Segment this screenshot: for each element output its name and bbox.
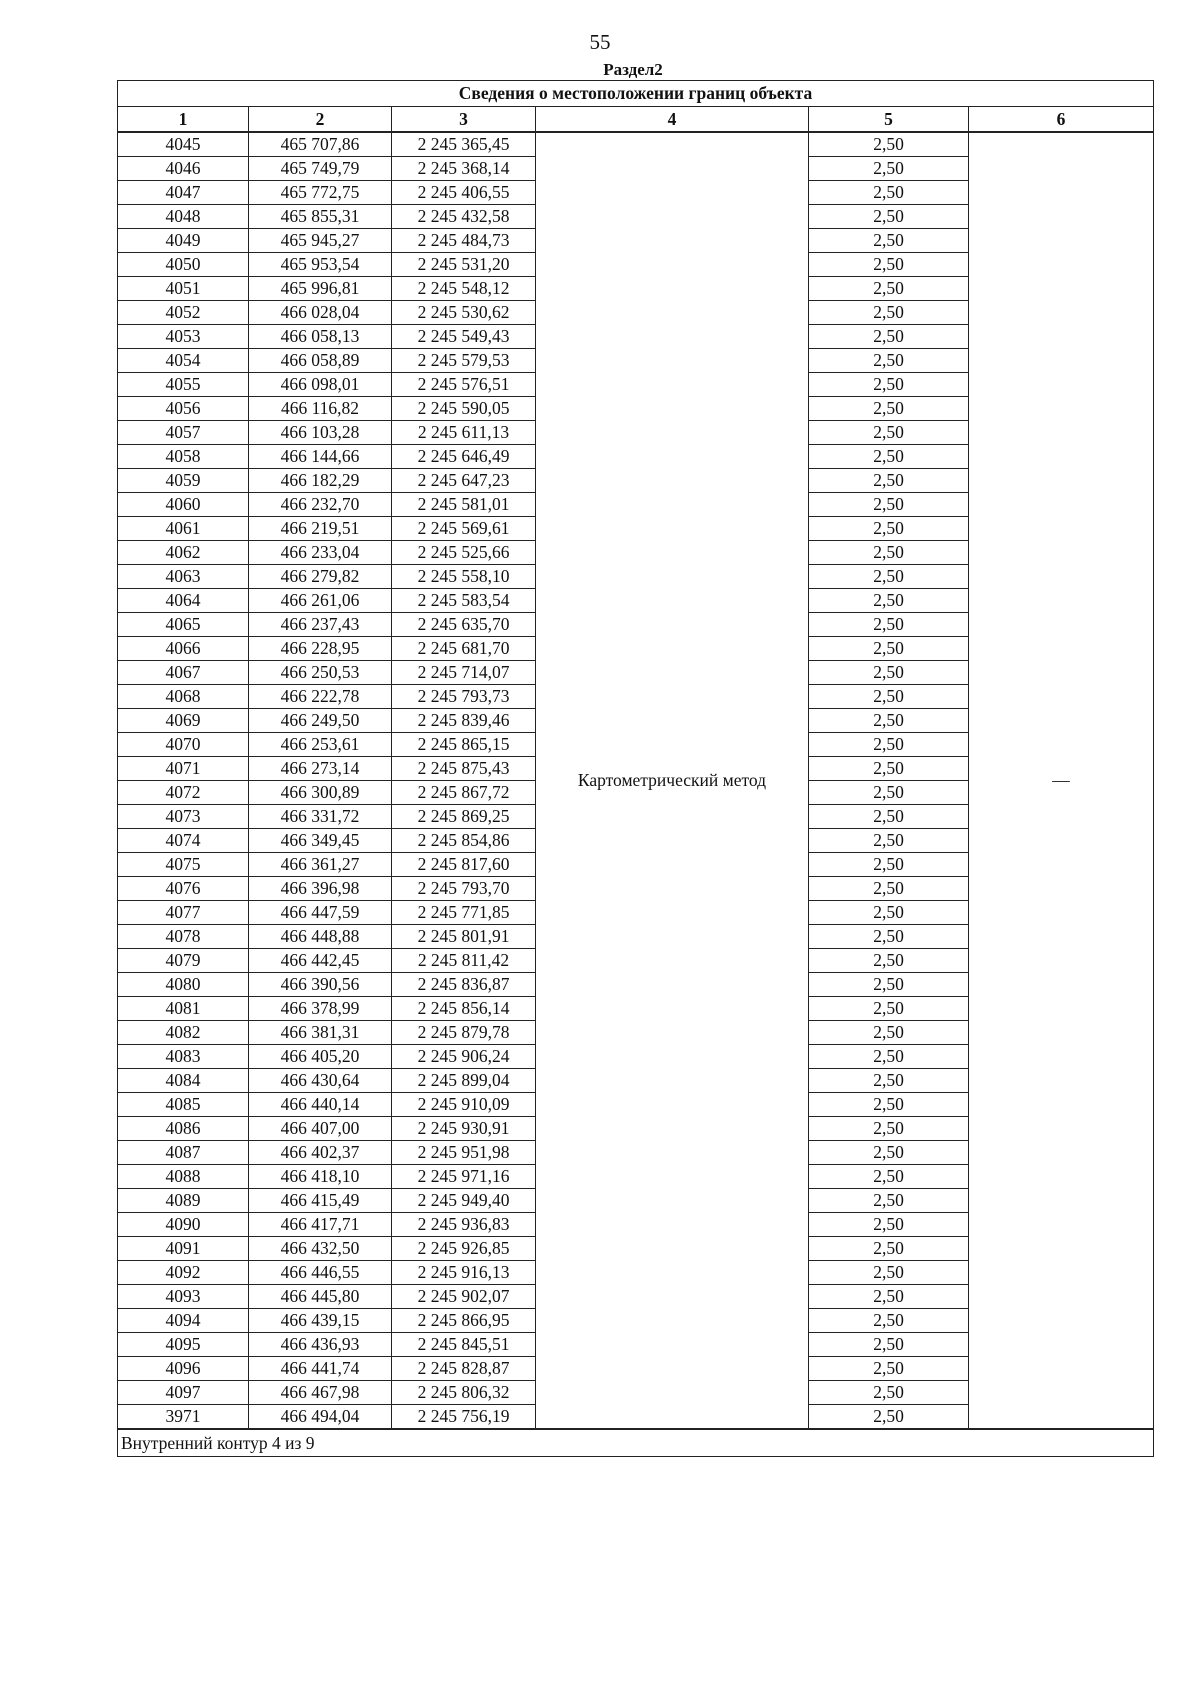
point-number-cell: 4070 [118,733,249,757]
accuracy-cell: 2,50 [809,901,969,925]
coordinate-y-cell: 2 245 793,73 [392,685,536,709]
coordinate-y-cell: 2 245 879,78 [392,1021,536,1045]
accuracy-cell: 2,50 [809,1117,969,1141]
point-number-cell: 4058 [118,445,249,469]
coordinate-y-cell: 2 245 817,60 [392,853,536,877]
accuracy-cell: 2,50 [809,1333,969,1357]
method-cell: Картометрический метод [536,132,809,1429]
point-number-cell: 4082 [118,1021,249,1045]
column-number: 5 [809,107,969,133]
accuracy-cell: 2,50 [809,685,969,709]
coordinate-x-cell: 466 273,14 [249,757,392,781]
accuracy-cell: 2,50 [809,733,969,757]
coordinate-y-cell: 2 245 484,73 [392,229,536,253]
point-number-cell: 4075 [118,853,249,877]
coordinate-x-cell: 466 331,72 [249,805,392,829]
point-number-cell: 4085 [118,1093,249,1117]
coordinate-y-cell: 2 245 916,13 [392,1261,536,1285]
coordinate-x-cell: 466 407,00 [249,1117,392,1141]
point-number-cell: 4064 [118,589,249,613]
coordinate-x-cell: 466 058,89 [249,349,392,373]
coordinate-y-cell: 2 245 951,98 [392,1141,536,1165]
coordinate-y-cell: 2 245 558,10 [392,565,536,589]
point-number-cell: 4057 [118,421,249,445]
point-number-cell: 4066 [118,637,249,661]
point-number-cell: 4063 [118,565,249,589]
accuracy-cell: 2,50 [809,205,969,229]
point-number-cell: 4073 [118,805,249,829]
accuracy-cell: 2,50 [809,493,969,517]
coordinate-y-cell: 2 245 581,01 [392,493,536,517]
coordinate-x-cell: 465 996,81 [249,277,392,301]
point-number-cell: 3971 [118,1405,249,1430]
coordinate-y-cell: 2 245 576,51 [392,373,536,397]
column-number: 4 [536,107,809,133]
coordinate-y-cell: 2 245 549,43 [392,325,536,349]
coordinate-y-cell: 2 245 869,25 [392,805,536,829]
point-number-cell: 4065 [118,613,249,637]
point-number-cell: 4051 [118,277,249,301]
accuracy-cell: 2,50 [809,565,969,589]
coordinate-x-cell: 466 232,70 [249,493,392,517]
accuracy-cell: 2,50 [809,181,969,205]
accuracy-cell: 2,50 [809,1309,969,1333]
table-footer-row [118,1429,1154,1457]
point-number-cell: 4059 [118,469,249,493]
coordinate-x-cell: 466 436,93 [249,1333,392,1357]
point-number-cell: 4080 [118,973,249,997]
point-number-cell: 4078 [118,925,249,949]
table-caption-row [118,81,1154,107]
point-number-cell: 4067 [118,661,249,685]
coordinate-x-cell: 466 249,50 [249,709,392,733]
coordinate-y-cell: 2 245 569,61 [392,517,536,541]
point-number-cell: 4088 [118,1165,249,1189]
coordinate-x-cell: 466 440,14 [249,1093,392,1117]
accuracy-cell: 2,50 [809,325,969,349]
accuracy-cell: 2,50 [809,757,969,781]
coordinate-x-cell: 466 300,89 [249,781,392,805]
coordinate-x-cell: 466 058,13 [249,325,392,349]
coordinate-x-cell: 466 378,99 [249,997,392,1021]
point-number-cell: 4076 [118,877,249,901]
coordinate-x-cell: 466 467,98 [249,1381,392,1405]
coordinate-y-cell: 2 245 836,87 [392,973,536,997]
coordinate-y-cell: 2 245 902,07 [392,1285,536,1309]
coordinate-x-cell: 466 349,45 [249,829,392,853]
coordinate-x-cell: 466 396,98 [249,877,392,901]
coordinate-y-cell: 2 245 867,72 [392,781,536,805]
coordinate-x-cell: 465 855,31 [249,205,392,229]
coordinate-y-cell: 2 245 828,87 [392,1357,536,1381]
accuracy-cell: 2,50 [809,829,969,853]
point-number-cell: 4087 [118,1141,249,1165]
coordinate-x-cell: 466 237,43 [249,613,392,637]
accuracy-cell: 2,50 [809,1213,969,1237]
accuracy-cell: 2,50 [809,517,969,541]
point-number-cell: 4089 [118,1189,249,1213]
coordinate-y-cell: 2 245 856,14 [392,997,536,1021]
accuracy-cell: 2,50 [809,877,969,901]
coordinate-x-cell: 466 182,29 [249,469,392,493]
accuracy-cell: 2,50 [809,229,969,253]
accuracy-cell: 2,50 [809,157,969,181]
coordinate-y-cell: 2 245 910,09 [392,1093,536,1117]
point-number-cell: 4077 [118,901,249,925]
accuracy-cell: 2,50 [809,589,969,613]
coordinate-y-cell: 2 245 611,13 [392,421,536,445]
accuracy-cell: 2,50 [809,1237,969,1261]
point-number-cell: 4052 [118,301,249,325]
point-number-cell: 4047 [118,181,249,205]
accuracy-cell: 2,50 [809,1285,969,1309]
accuracy-cell: 2,50 [809,1189,969,1213]
accuracy-cell: 2,50 [809,1069,969,1093]
coordinate-y-cell: 2 245 949,40 [392,1189,536,1213]
point-number-cell: 4097 [118,1381,249,1405]
coordinate-y-cell: 2 245 531,20 [392,253,536,277]
column6-cell: — [969,132,1154,1429]
coordinate-y-cell: 2 245 971,16 [392,1165,536,1189]
coordinate-x-cell: 466 494,04 [249,1405,392,1430]
coordinate-y-cell: 2 245 936,83 [392,1213,536,1237]
column-number: 2 [249,107,392,133]
column-number: 6 [969,107,1154,133]
accuracy-cell: 2,50 [809,709,969,733]
point-number-cell: 4096 [118,1357,249,1381]
coordinate-x-cell: 466 228,95 [249,637,392,661]
coordinate-y-cell: 2 245 590,05 [392,397,536,421]
point-number-cell: 4072 [118,781,249,805]
point-number-cell: 4079 [118,949,249,973]
point-number-cell: 4049 [118,229,249,253]
coordinate-y-cell: 2 245 801,91 [392,925,536,949]
accuracy-cell: 2,50 [809,925,969,949]
point-number-cell: 4069 [118,709,249,733]
coordinate-y-cell: 2 245 548,12 [392,277,536,301]
coordinate-x-cell: 466 144,66 [249,445,392,469]
point-number-cell: 4091 [118,1237,249,1261]
point-number-cell: 4055 [118,373,249,397]
point-number-cell: 4086 [118,1117,249,1141]
accuracy-cell: 2,50 [809,1357,969,1381]
accuracy-cell: 2,50 [809,661,969,685]
accuracy-cell: 2,50 [809,277,969,301]
accuracy-cell: 2,50 [809,973,969,997]
coordinate-y-cell: 2 245 681,70 [392,637,536,661]
coordinate-y-cell: 2 245 926,85 [392,1237,536,1261]
coordinate-y-cell: 2 245 771,85 [392,901,536,925]
coordinate-x-cell: 466 219,51 [249,517,392,541]
coordinate-y-cell: 2 245 647,23 [392,469,536,493]
coordinate-x-cell: 465 707,86 [249,132,392,157]
table-caption: Сведения о местоположении границ объекта [118,81,1154,107]
coordinate-x-cell: 466 441,74 [249,1357,392,1381]
coordinate-y-cell: 2 245 854,86 [392,829,536,853]
coordinate-x-cell: 465 772,75 [249,181,392,205]
accuracy-cell: 2,50 [809,1141,969,1165]
point-number-cell: 4093 [118,1285,249,1309]
accuracy-cell: 2,50 [809,805,969,829]
accuracy-cell: 2,50 [809,445,969,469]
coordinate-x-cell: 466 442,45 [249,949,392,973]
accuracy-cell: 2,50 [809,637,969,661]
point-number-cell: 4081 [118,997,249,1021]
accuracy-cell: 2,50 [809,421,969,445]
point-number-cell: 4046 [118,157,249,181]
coordinate-x-cell: 466 446,55 [249,1261,392,1285]
coordinate-y-cell: 2 245 866,95 [392,1309,536,1333]
accuracy-cell: 2,50 [809,132,969,157]
coordinate-y-cell: 2 245 811,42 [392,949,536,973]
coordinate-y-cell: 2 245 906,24 [392,1045,536,1069]
coordinate-x-cell: 466 432,50 [249,1237,392,1261]
point-number-cell: 4068 [118,685,249,709]
coordinate-y-cell: 2 245 525,66 [392,541,536,565]
coordinate-x-cell: 466 116,82 [249,397,392,421]
coordinate-x-cell: 466 448,88 [249,925,392,949]
section-title: Раздел2 [603,60,663,79]
contour-note: Внутренний контур 4 из 9 [118,1429,1154,1457]
point-number-cell: 4062 [118,541,249,565]
coordinate-y-cell: 2 245 806,32 [392,1381,536,1405]
point-number-cell: 4056 [118,397,249,421]
coordinate-y-cell: 2 245 839,46 [392,709,536,733]
coordinate-y-cell: 2 245 579,53 [392,349,536,373]
accuracy-cell: 2,50 [809,373,969,397]
coordinate-y-cell: 2 245 875,43 [392,757,536,781]
point-number-cell: 4071 [118,757,249,781]
point-number-cell: 4053 [118,325,249,349]
coordinate-x-cell: 466 381,31 [249,1021,392,1045]
table-row [118,132,1154,157]
column-number: 1 [118,107,249,133]
page-number: 55 [589,30,611,54]
point-number-cell: 4084 [118,1069,249,1093]
coordinate-y-cell: 2 245 899,04 [392,1069,536,1093]
coordinate-y-cell: 2 245 646,49 [392,445,536,469]
point-number-cell: 4045 [118,132,249,157]
coordinate-y-cell: 2 245 368,14 [392,157,536,181]
accuracy-cell: 2,50 [809,349,969,373]
point-number-cell: 4074 [118,829,249,853]
coordinate-y-cell: 2 245 406,55 [392,181,536,205]
coordinate-x-cell: 466 415,49 [249,1189,392,1213]
point-number-cell: 4050 [118,253,249,277]
coordinate-x-cell: 465 953,54 [249,253,392,277]
coordinate-y-cell: 2 245 930,91 [392,1117,536,1141]
coordinate-x-cell: 466 439,15 [249,1309,392,1333]
boundary-table [117,80,1154,1457]
accuracy-cell: 2,50 [809,1261,969,1285]
coordinate-y-cell: 2 245 865,15 [392,733,536,757]
coordinate-x-cell: 466 417,71 [249,1213,392,1237]
coordinate-x-cell: 466 103,28 [249,421,392,445]
point-number-cell: 4092 [118,1261,249,1285]
accuracy-cell: 2,50 [809,1093,969,1117]
coordinate-x-cell: 466 418,10 [249,1165,392,1189]
accuracy-cell: 2,50 [809,1165,969,1189]
coordinate-x-cell: 466 233,04 [249,541,392,565]
coordinate-x-cell: 466 222,78 [249,685,392,709]
accuracy-cell: 2,50 [809,781,969,805]
coordinate-x-cell: 466 405,20 [249,1045,392,1069]
accuracy-cell: 2,50 [809,997,969,1021]
accuracy-cell: 2,50 [809,1381,969,1405]
accuracy-cell: 2,50 [809,1405,969,1430]
coordinate-x-cell: 466 402,37 [249,1141,392,1165]
point-number-cell: 4083 [118,1045,249,1069]
coordinate-x-cell: 466 445,80 [249,1285,392,1309]
coordinate-x-cell: 466 430,64 [249,1069,392,1093]
accuracy-cell: 2,50 [809,301,969,325]
coordinate-y-cell: 2 245 635,70 [392,613,536,637]
coordinate-x-cell: 466 447,59 [249,901,392,925]
coordinate-y-cell: 2 245 793,70 [392,877,536,901]
coordinate-y-cell: 2 245 845,51 [392,1333,536,1357]
table-body [118,81,1154,1457]
accuracy-cell: 2,50 [809,613,969,637]
accuracy-cell: 2,50 [809,469,969,493]
point-number-cell: 4054 [118,349,249,373]
column-number: 3 [392,107,536,133]
point-number-cell: 4090 [118,1213,249,1237]
accuracy-cell: 2,50 [809,253,969,277]
coordinate-x-cell: 466 390,56 [249,973,392,997]
coordinate-y-cell: 2 245 756,19 [392,1405,536,1430]
point-number-cell: 4094 [118,1309,249,1333]
coordinate-y-cell: 2 245 714,07 [392,661,536,685]
coordinate-y-cell: 2 245 530,62 [392,301,536,325]
point-number-cell: 4095 [118,1333,249,1357]
accuracy-cell: 2,50 [809,541,969,565]
coordinate-x-cell: 466 361,27 [249,853,392,877]
column-number-row [118,107,1154,133]
accuracy-cell: 2,50 [809,949,969,973]
coordinate-y-cell: 2 245 432,58 [392,205,536,229]
accuracy-cell: 2,50 [809,397,969,421]
coordinate-x-cell: 466 279,82 [249,565,392,589]
accuracy-cell: 2,50 [809,1045,969,1069]
coordinate-x-cell: 466 098,01 [249,373,392,397]
coordinate-x-cell: 465 945,27 [249,229,392,253]
point-number-cell: 4048 [118,205,249,229]
point-number-cell: 4060 [118,493,249,517]
coordinate-x-cell: 466 253,61 [249,733,392,757]
accuracy-cell: 2,50 [809,1021,969,1045]
accuracy-cell: 2,50 [809,853,969,877]
coordinate-x-cell: 466 261,06 [249,589,392,613]
coordinate-x-cell: 466 028,04 [249,301,392,325]
coordinate-x-cell: 466 250,53 [249,661,392,685]
coordinate-y-cell: 2 245 583,54 [392,589,536,613]
coordinate-y-cell: 2 245 365,45 [392,132,536,157]
coordinate-x-cell: 465 749,79 [249,157,392,181]
point-number-cell: 4061 [118,517,249,541]
